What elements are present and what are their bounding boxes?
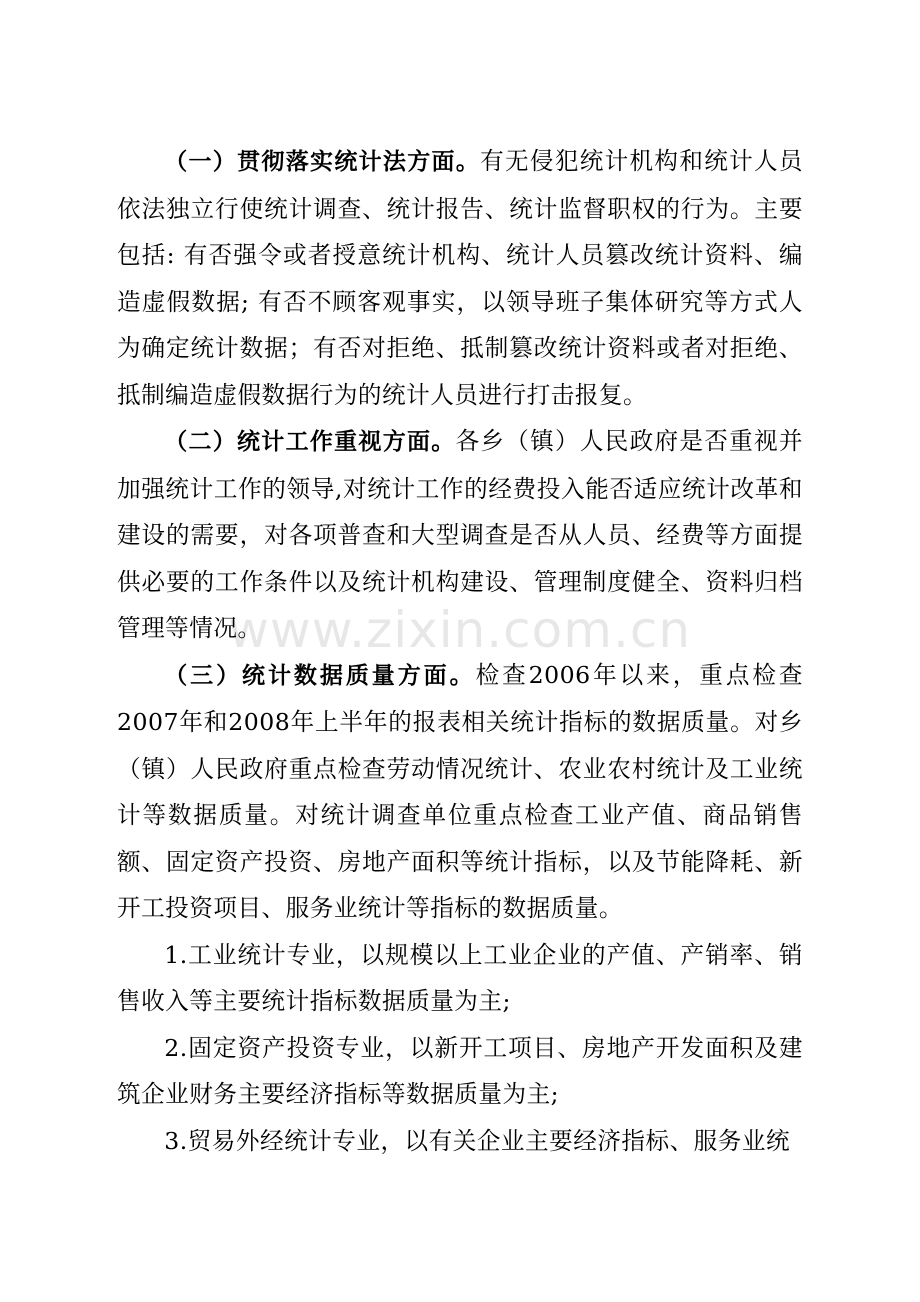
list-item-2: 2.固定资产投资专业，以新开工项目、房地产开发面积及建筑企业财务主要经济指标等数据质量为主; [117, 1033, 803, 1108]
section-paragraph-2 [117, 418, 803, 652]
watermark-text: www.zixin.com.cn [228, 601, 692, 659]
section-text-2: 各乡（镇）人民政府是否重视并加强统计工作的领导,对统计工作的经费投入能否适应统计改革和建设的需要，对各项普查和大型调查是否从人员、经费等方面提供必要的工作条件以及统计机构建设、管理制度健全、资料归档管理等情况。 [117, 427, 804, 642]
section-heading-3: （三）统计数据质量方面。 [164, 662, 476, 689]
document-body [117, 138, 803, 1164]
section-text-3: 检查2006年以来，重点检查2007年和2008年上半年的报表相关统计指标的数据质量。对乡（镇）人民政府重点检查劳动情况统计、农业农村统计及工业统计等数据质量。对统计调查单位重点检查工业产值、商品销售额、固定资产投资、房地产面积等统计指标，以及节能降耗、新开工投资项目、服务业统计等指标的数据质量。 [117, 660, 804, 922]
section-text-1: 有无侵犯统计机构和统计人员依法独立行使统计调查、统计报告、统计监督职权的行为。主要包括: 有否强令或者授意统计机构、统计人员篡改统计资料、编造虚假数据; 有否不顾客观事实，以领导班子集体研究等方式人为确定统计数据；有否对拒绝、抵制篡改统计资料或者对拒绝、抵制编造虚假数据行为的统计人员进行打击报复。 [117, 147, 804, 409]
section-heading-1: （一）贯彻落实统计法方面。 [164, 149, 481, 175]
list-item-3: 3.贸易外经统计专业，以有关企业主要经济指标、服务业统 [164, 1126, 791, 1155]
section-paragraph-3 [117, 652, 803, 932]
list-item-1: 1.工业统计专业，以规模以上工业企业的产值、产销率、销售收入等主要统计指标数据质量为主; [117, 940, 803, 1015]
section-heading-2: （二）统计工作重视方面。 [164, 429, 456, 455]
section-paragraph-1 [117, 138, 803, 418]
